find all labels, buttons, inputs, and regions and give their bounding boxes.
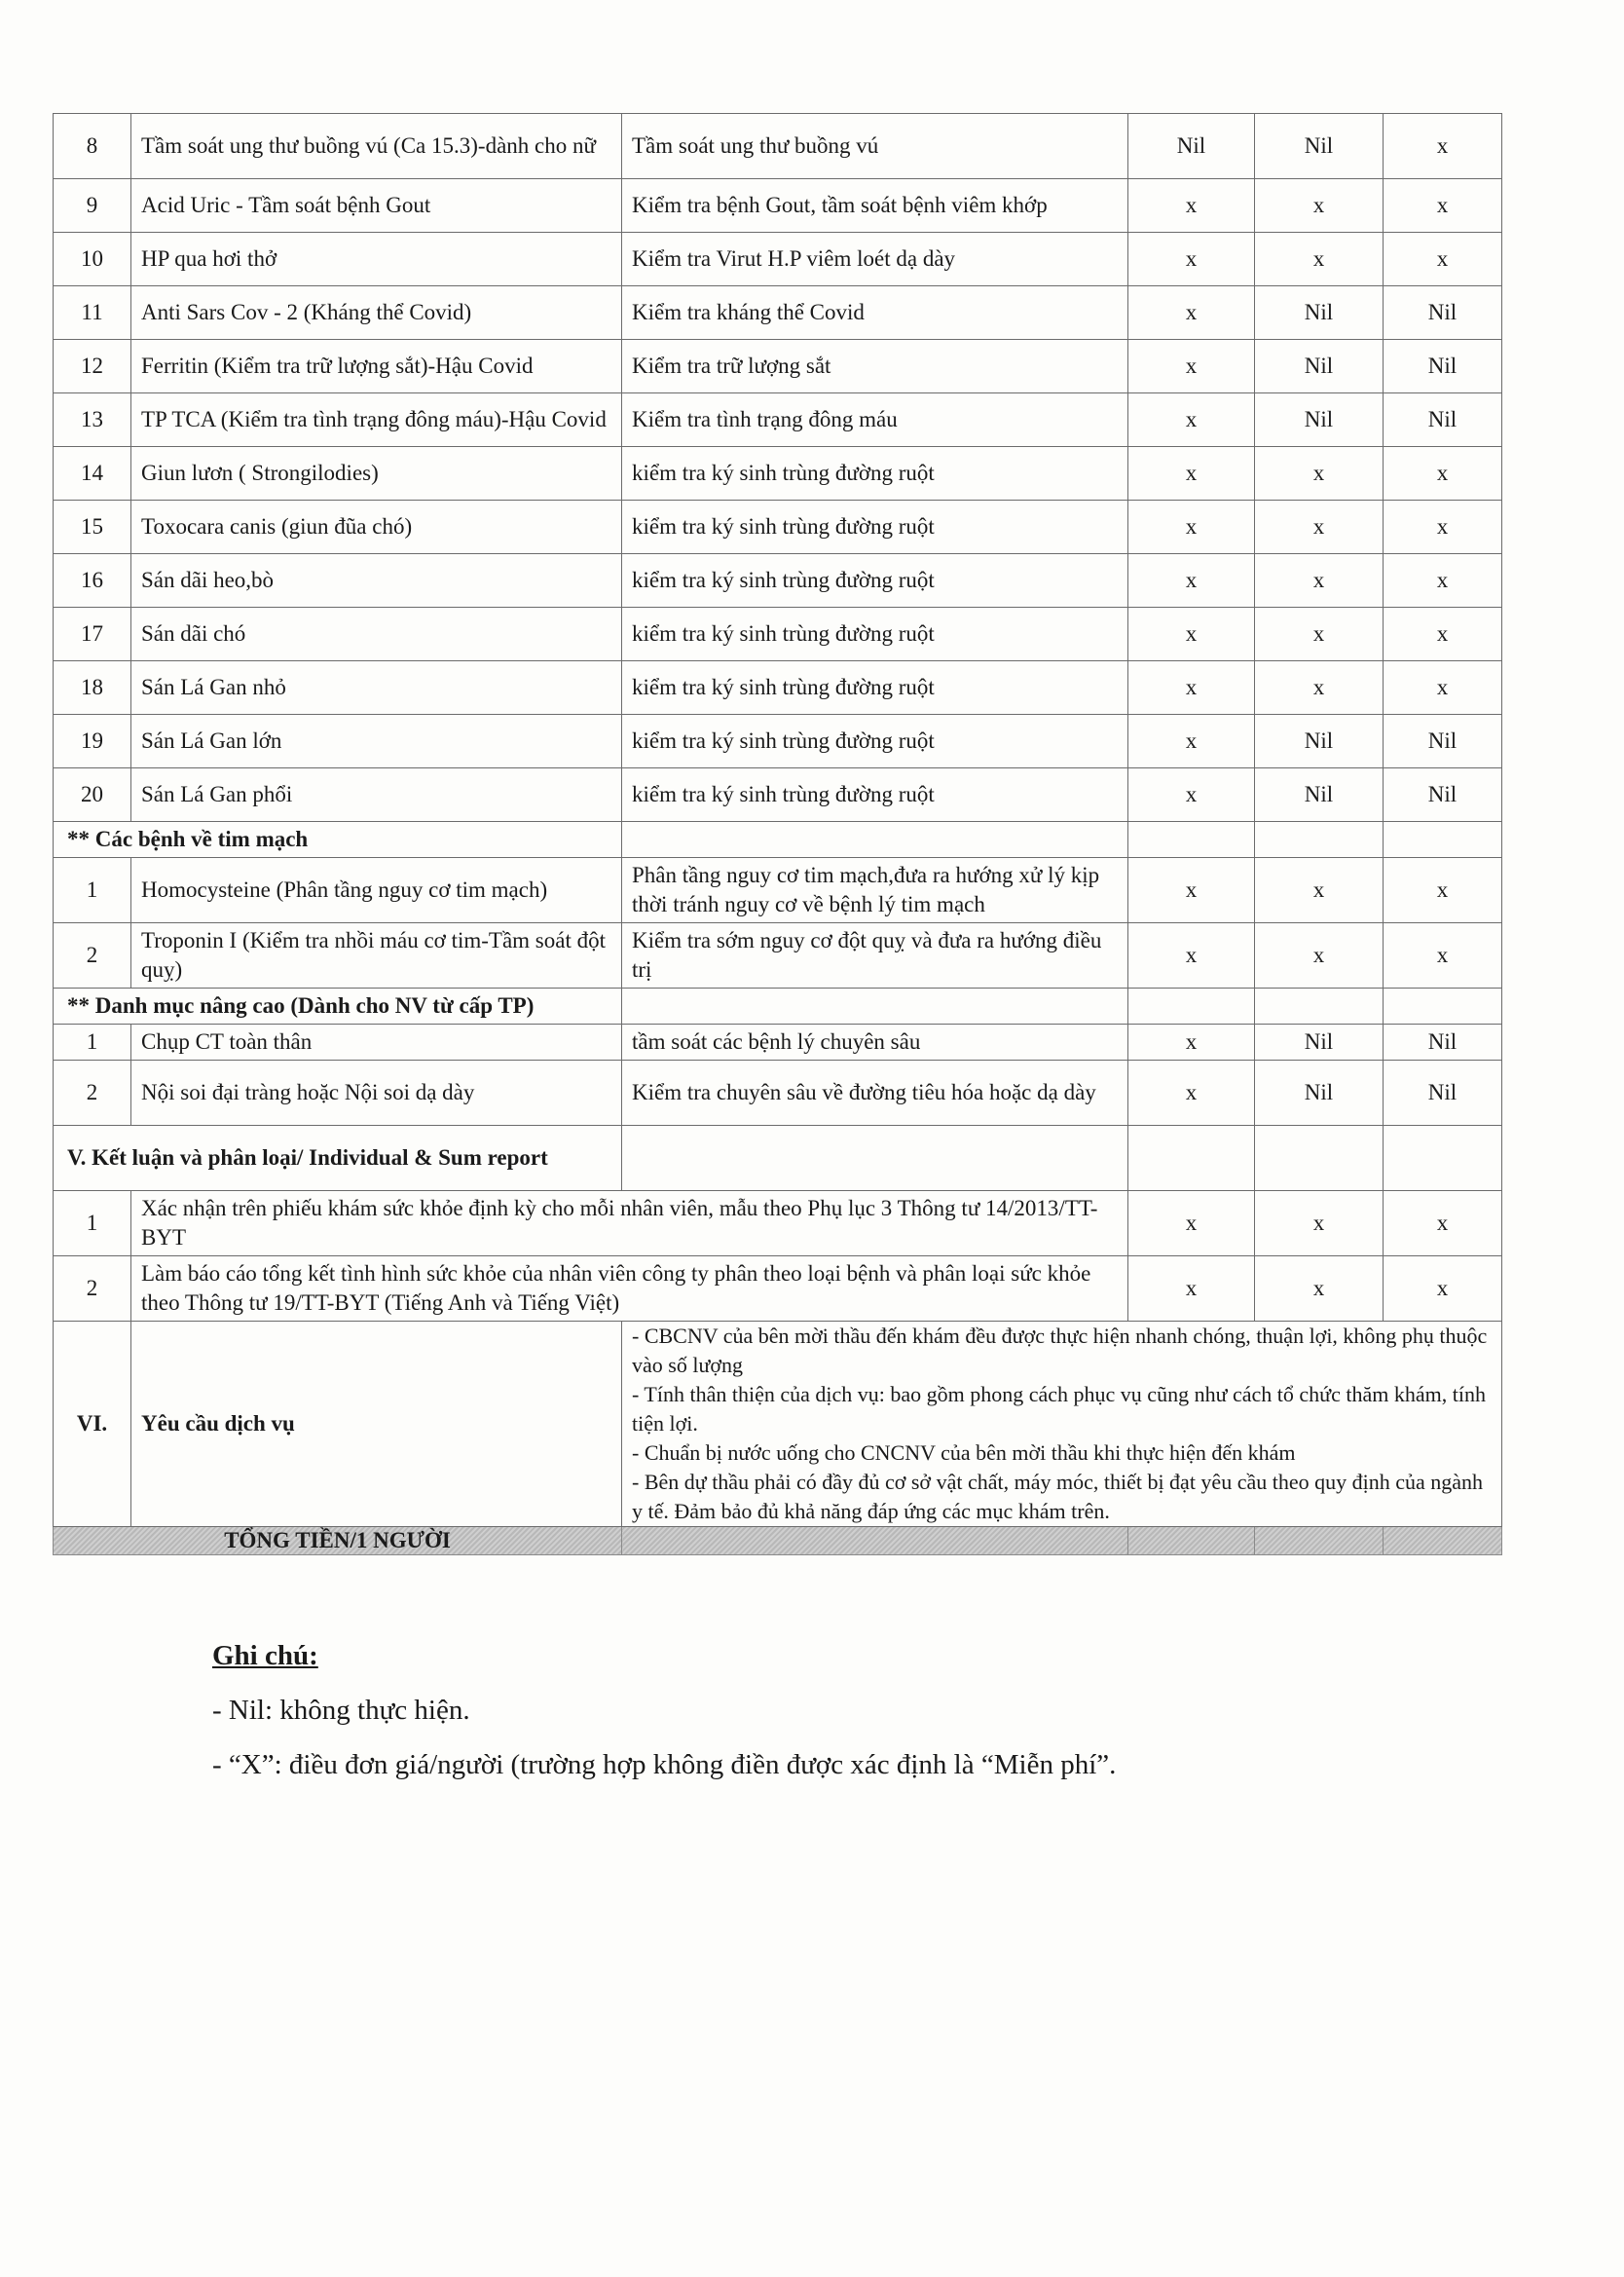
mark-tier-1: x [1128,179,1255,233]
exam-name: Troponin I (Kiểm tra nhồi máu cơ tim-Tầm soát đột quỵ) [131,923,622,989]
table-row [54,447,1502,501]
mark-tier-1: x [1128,340,1255,393]
advanced-section [54,989,1502,1025]
mark-tier-3: Nil [1384,393,1502,447]
mark-tier-3: x [1384,858,1502,923]
mark-tier-1: x [1128,501,1255,554]
row-number: 14 [54,447,131,501]
section-cardio-title: ** Các bệnh về tim mạch [54,822,622,858]
mark-tier-3: Nil [1384,1025,1502,1061]
section-vi-roman: VI. [54,1322,131,1527]
row-number: 16 [54,554,131,608]
advanced-rows-group [54,1025,1502,1126]
row-number: 1 [54,1025,131,1061]
mark-tier-3: x [1384,114,1502,179]
mark-tier-3: Nil [1384,768,1502,822]
mark-tier-3: x [1384,233,1502,286]
exam-name: Homocysteine (Phân tầng nguy cơ tim mạch) [131,858,622,923]
section-advanced-title: ** Danh mục nâng cao (Dành cho NV từ cấp TP) [54,989,622,1025]
mark-tier-2: Nil [1255,114,1384,179]
mark-tier-3: x [1384,447,1502,501]
mark-tier-1: Nil [1128,114,1255,179]
mark-tier-1: x [1128,768,1255,822]
total-cell [1384,1527,1502,1555]
mark-tier-2: x [1255,233,1384,286]
mark-tier-2: x [1255,608,1384,661]
exam-name: Anti Sars Cov - 2 (Kháng thể Covid) [131,286,622,340]
table-row [54,608,1502,661]
exam-purpose: kiểm tra ký sinh trùng đường ruột [622,608,1128,661]
cardio-rows-group [54,858,1502,989]
exam-purpose: kiểm tra ký sinh trùng đường ruột [622,501,1128,554]
mark-tier-2: Nil [1255,1061,1384,1126]
mark-tier-3: Nil [1384,286,1502,340]
exam-name: TP TCA (Kiểm tra tình trạng đông máu)-Hậu Covid [131,393,622,447]
mark-tier-1: x [1128,661,1255,715]
exam-purpose: Kiểm tra chuyên sâu về đường tiêu hóa hoặc dạ dày [622,1061,1128,1126]
mark-tier-3: Nil [1384,715,1502,768]
note-line-nil: - Nil: không thực hiện. [212,1695,470,1726]
mark-tier-1: x [1128,1256,1255,1322]
total-cell [622,1527,1128,1555]
mark-tier-1: x [1128,923,1255,989]
requirement-item: - CBCNV của bên mời thầu đến khám đều được thực hiện nhanh chóng, thuận lợi, không phụ thuộc vào số lượng [632,1324,1488,1377]
exam-purpose: kiểm tra ký sinh trùng đường ruột [622,661,1128,715]
notes-title: Ghi chú: [212,1640,318,1671]
mark-tier-2: x [1255,858,1384,923]
row-number: 15 [54,501,131,554]
table-row [54,661,1502,715]
table-row [54,340,1502,393]
notes-block [212,1628,1116,1792]
row-description: Làm báo cáo tổng kết tình hình sức khỏe của nhân viên công ty phân theo loại bệnh và phân loại sức khỏe theo Thông tư 19/TT-BYT (Tiếng Anh và Tiếng Việt) [131,1256,1128,1322]
mark-tier-3: x [1384,923,1502,989]
exam-purpose: kiểm tra ký sinh trùng đường ruột [622,554,1128,608]
mark-tier-3: x [1384,554,1502,608]
exam-purpose: kiểm tra ký sinh trùng đường ruột [622,715,1128,768]
row-number: 19 [54,715,131,768]
mark-tier-2: Nil [1255,768,1384,822]
table-row [54,1025,1502,1061]
row-number: 17 [54,608,131,661]
mark-tier-2: Nil [1255,340,1384,393]
row-number: 18 [54,661,131,715]
row-number: 20 [54,768,131,822]
table-row [54,286,1502,340]
table-row [54,233,1502,286]
exam-purpose: kiểm tra ký sinh trùng đường ruột [622,768,1128,822]
table-row [54,501,1502,554]
table-row [54,114,1502,179]
mark-tier-2: x [1255,447,1384,501]
exam-name: Giun lươn ( Strongilodies) [131,447,622,501]
row-number: 8 [54,114,131,179]
exam-purpose: tầm soát các bệnh lý chuyên sâu [622,1025,1128,1061]
exam-name: Sán dãi chó [131,608,622,661]
mark-tier-1: x [1128,554,1255,608]
mark-tier-2: Nil [1255,1025,1384,1061]
row-number: 11 [54,286,131,340]
mark-tier-1: x [1128,1025,1255,1061]
section-v-title: V. Kết luận và phân loại/ Individual & Sum report [54,1126,622,1191]
table-row [54,923,1502,989]
exam-name: Ferritin (Kiểm tra trữ lượng sắt)-Hậu Covid [131,340,622,393]
mark-tier-3: x [1384,1256,1502,1322]
mark-tier-1: x [1128,447,1255,501]
requirements-list [622,1322,1502,1527]
exam-rows-group [54,114,1502,822]
mark-tier-3: x [1384,501,1502,554]
exam-name: Sán Lá Gan phổi [131,768,622,822]
mark-tier-2: Nil [1255,715,1384,768]
mark-tier-1: x [1128,393,1255,447]
mark-tier-3: Nil [1384,1061,1502,1126]
row-number: 2 [54,923,131,989]
mark-tier-2: x [1255,554,1384,608]
exam-name: Nội soi đại tràng hoặc Nội soi dạ dày [131,1061,622,1126]
mark-tier-2: x [1255,1256,1384,1322]
total-cell [1255,1527,1384,1555]
exam-name: HP qua hơi thở [131,233,622,286]
cardio-section [54,822,1502,858]
table-row [54,1061,1502,1126]
section-vi-title: Yêu cầu dịch vụ [131,1322,622,1527]
service-requirements-row [54,1322,1502,1527]
mark-tier-1: x [1128,1061,1255,1126]
row-number: 12 [54,340,131,393]
mark-tier-2: Nil [1255,393,1384,447]
exam-package-table [53,113,1502,1555]
exam-name: Sán Lá Gan nhỏ [131,661,622,715]
mark-tier-2: Nil [1255,286,1384,340]
table-row [54,858,1502,923]
mark-tier-1: x [1128,608,1255,661]
exam-purpose: Kiểm tra bệnh Gout, tầm soát bệnh viêm khớp [622,179,1128,233]
row-number: 2 [54,1061,131,1126]
requirement-item: - Bên dự thầu phải có đầy đủ cơ sở vật chất, máy móc, thiết bị đạt yêu cầu theo quy định của ngành y tế. Đảm bảo đủ khả năng đáp ứng các mục khám trên. [632,1470,1484,1523]
table-row [54,393,1502,447]
mark-tier-2: x [1255,179,1384,233]
exam-purpose: Phân tầng nguy cơ tim mạch,đưa ra hướng xử lý kịp thời tránh nguy cơ về bệnh lý tim mạch [622,858,1128,923]
table-row [54,1191,1502,1256]
table-row [54,715,1502,768]
mark-tier-1: x [1128,715,1255,768]
mark-tier-2: x [1255,1191,1384,1256]
mark-tier-1: x [1128,1191,1255,1256]
requirement-item: - Chuẩn bị nước uống cho CNCNV của bên mời thầu khi thực hiện đến khám [632,1440,1296,1465]
table-row [54,554,1502,608]
exam-purpose: Kiểm tra sớm nguy cơ đột quỵ và đưa ra hướng điều trị [622,923,1128,989]
exam-purpose: Kiểm tra kháng thể Covid [622,286,1128,340]
mark-tier-1: x [1128,858,1255,923]
row-number: 10 [54,233,131,286]
mark-tier-1: x [1128,286,1255,340]
total-cell [1128,1527,1255,1555]
exam-name: Tầm soát ung thư buồng vú (Ca 15.3)-dành cho nữ [131,114,622,179]
mark-tier-2: x [1255,923,1384,989]
service-requirements-section [54,1322,1502,1555]
exam-name: Acid Uric - Tầm soát bệnh Gout [131,179,622,233]
mark-tier-3: Nil [1384,340,1502,393]
report-section [54,1126,1502,1191]
section-header-row [54,989,1502,1025]
section-header-row [54,1126,1502,1191]
mark-tier-3: x [1384,1191,1502,1256]
exam-purpose: Tầm soát ung thư buồng vú [622,114,1128,179]
mark-tier-3: x [1384,661,1502,715]
total-row [54,1527,1502,1555]
exam-name: Sán dãi heo,bò [131,554,622,608]
row-number: 1 [54,1191,131,1256]
mark-tier-2: x [1255,661,1384,715]
mark-tier-3: x [1384,608,1502,661]
mark-tier-3: x [1384,179,1502,233]
exam-purpose: Kiểm tra Virut H.P viêm loét dạ dày [622,233,1128,286]
total-label: TỔNG TIỀN/1 NGƯỜI [54,1527,622,1555]
row-number: 2 [54,1256,131,1322]
exam-purpose: kiểm tra ký sinh trùng đường ruột [622,447,1128,501]
note-line-x: - “X”: điều đơn giá/người (trường hợp không điền được xác định là “Miễn phí”. [212,1749,1117,1780]
row-description: Xác nhận trên phiếu khám sức khỏe định kỳ cho mỗi nhân viên, mẫu theo Phụ lục 3 Thông tư 14/2013/TT-BYT [131,1191,1128,1256]
exam-name: Chụp CT toàn thân [131,1025,622,1061]
mark-tier-2: x [1255,501,1384,554]
row-number: 13 [54,393,131,447]
exam-purpose: Kiểm tra tình trạng đông máu [622,393,1128,447]
exam-purpose: Kiểm tra trữ lượng sắt [622,340,1128,393]
exam-name: Sán Lá Gan lớn [131,715,622,768]
exam-name: Toxocara canis (giun đũa chó) [131,501,622,554]
row-number: 9 [54,179,131,233]
row-number: 1 [54,858,131,923]
requirement-item: - Tính thân thiện của dịch vụ: bao gồm phong cách phục vụ cũng như cách tổ chức thăm khám, tính tiện lợi. [632,1382,1486,1436]
table-row [54,768,1502,822]
report-rows-group [54,1191,1502,1322]
table-row [54,1256,1502,1322]
mark-tier-1: x [1128,233,1255,286]
section-header-row [54,822,1502,858]
table-row [54,179,1502,233]
